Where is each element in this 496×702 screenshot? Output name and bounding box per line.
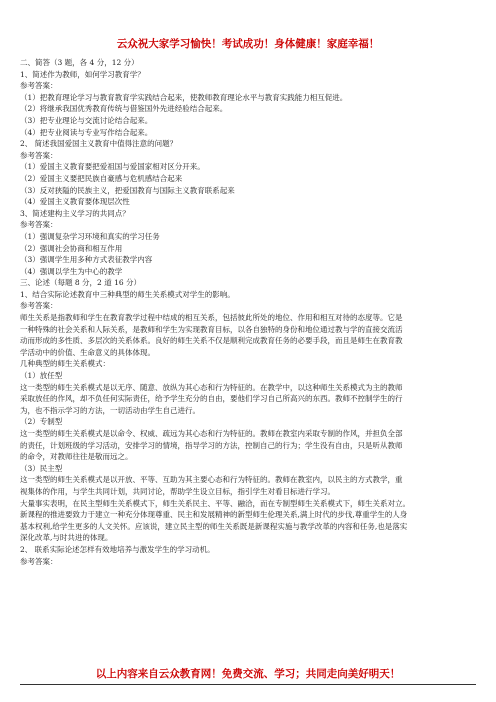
text-line: 参考答案： — [20, 150, 58, 160]
text-line: 视集体的作用，与学生共同计划，共同讨论，帮助学生设立目标，指引学生对看目标进行学习。 — [20, 486, 335, 496]
text-line: 2、 联系实际论述怎样有效地培养与激发学生的学习动机。 — [20, 544, 215, 554]
text-line: 基本权利,给学生更多的人文关怀。应该说，建立民主型的师生关系既是新课程实施与教学改革的内容和任务,也是落实 — [20, 521, 408, 531]
text-line: 3、简述建构主义学习的共同点？ — [20, 208, 130, 218]
text-line: 1、结合实际论述教育中三种典型的师生关系模式对学生的影响。 — [20, 289, 235, 299]
text-line: 一种特殊的社会关系和人际关系，是教师和学生为实现教育目标，以各自独特的身份和地位通过教与学的直接交流活 — [20, 324, 403, 334]
text-line: （3）反对狭隘的民族主义，把爱国教育与国际主义教育联系起来 — [20, 185, 235, 195]
text-line: 采取放任的作风，却不负任何实际责任，给予学生充分的自由，要他们学习自己所高兴的东西。教师不控制学生的行 — [20, 394, 403, 404]
text-line: 二、简答（3 题，各 4 分，12 分） — [20, 58, 139, 67]
text-line: 这一类型的师生关系模式是以无序、随意、放纵为其心态和行为特征的。在教学中，以这种师生关系模式为主的教师 — [20, 382, 403, 392]
text-line: 新课程的推进要致力于建立一种充分体现尊重、民主和发展精神的新型师生伦理关系,满上时代的步伐,尊重学生的人身 — [20, 510, 408, 520]
text-line: 学活动中的价值、生命意义的具体体现。 — [20, 347, 155, 357]
text-line: （1）把教育理论学习与教育教育学实践结合起来，使教师教育理论水平与教育实践能力相互促进。 — [20, 92, 348, 102]
text-line: 这一类型的师生关系模式是以开放、平等、互助为其主要心态和行为特征的。教师在教室内，以民主的方式教学，重 — [20, 475, 403, 485]
text-line: 深化改革,与时共进的体现。 — [20, 533, 113, 543]
text-line: （1）放任型 — [20, 371, 63, 381]
text-line: （4）把专业阅读与专业写作结合起来。 — [20, 127, 153, 137]
text-line: 参考答案： — [20, 81, 58, 91]
text-line: 参考答案： — [20, 301, 58, 311]
text-line: （3）强调学生用多种方式表征教学内容 — [20, 255, 153, 265]
text-line: 的命令，对教师往往是敬而远之。 — [20, 452, 133, 462]
text-line: （4）爱国主义教育要体现层次性 — [20, 197, 130, 207]
text-line: 为，也不指示学习的方法，一切活动由学生自己进行。 — [20, 405, 200, 415]
text-line: 动而形成的多性质、多层次的关系体系。良好的师生关系不仅是顺利完成教育任务的必要手段，而且是师生在教育教 — [20, 336, 403, 346]
text-line: （1）强调复杂学习环境和真实的学习任务 — [20, 231, 160, 241]
text-line: （4）强调以学生为中心的教学 — [20, 266, 123, 276]
page-header: 云众祝大家学习愉快！考试成功！身体健康！家庭幸福！ — [116, 38, 380, 50]
text-line: 2、 简述我国爱国主义教育中值得注意的问题？ — [20, 139, 178, 149]
text-line: 参考答案： — [20, 556, 58, 566]
footer-rule — [20, 684, 476, 685]
text-line: 几种典型的师生关系模式： — [20, 359, 110, 369]
page-footer: 以上内容来自云众教育网！免费交流、学习；共同走向美好明天！ — [95, 668, 401, 680]
text-line: （2）爱国主义要把民族自豪感与危机感结合起来 — [20, 173, 183, 183]
text-line: （2）将继承我国优秀教育传统与借鉴国外先进经验结合起来。 — [20, 104, 228, 114]
text-line: （2）专制型 — [20, 417, 63, 427]
text-line: （3）把专业理论与交流讨论结合起来。 — [20, 115, 153, 125]
text-line: （1）爱国主义教育要把爱祖国与爱国家相对区分开来。 — [20, 162, 205, 172]
text-line: 三、论述（每题 8 分，2 道 16 分） — [20, 278, 142, 288]
text-line: 1、简述作为教师，如何学习教育学？ — [20, 69, 145, 79]
text-line: 这一类型的师生关系模式是以命令、权威、疏远为其心态和行为特征的。教师在教室内采取专制的作风，并担负全部 — [20, 429, 403, 438]
text-line: 参考答案： — [20, 220, 58, 230]
text-line: 的责任，计划班级的学习活动，安排学习的情境，指导学习的方法，控制自己的行为；学生没有自由，只是听从教师 — [20, 440, 403, 450]
document-body — [20, 57, 476, 567]
text-line: （3）民主型 — [20, 463, 63, 473]
text-line: 大量事实表明，在民主型师生关系模式下，师生关系民主、平等、融洽，而在专制型师生关系模式下，师生关系对立。 — [20, 498, 410, 508]
text-line: 师生关系是指教师和学生在教育教学过程中结成的相互关系，包括彼此所处的地位、作用和相互对待的态度等。它是 — [20, 313, 403, 323]
text-line: （2）强调社会协商和相互作用 — [20, 243, 123, 253]
